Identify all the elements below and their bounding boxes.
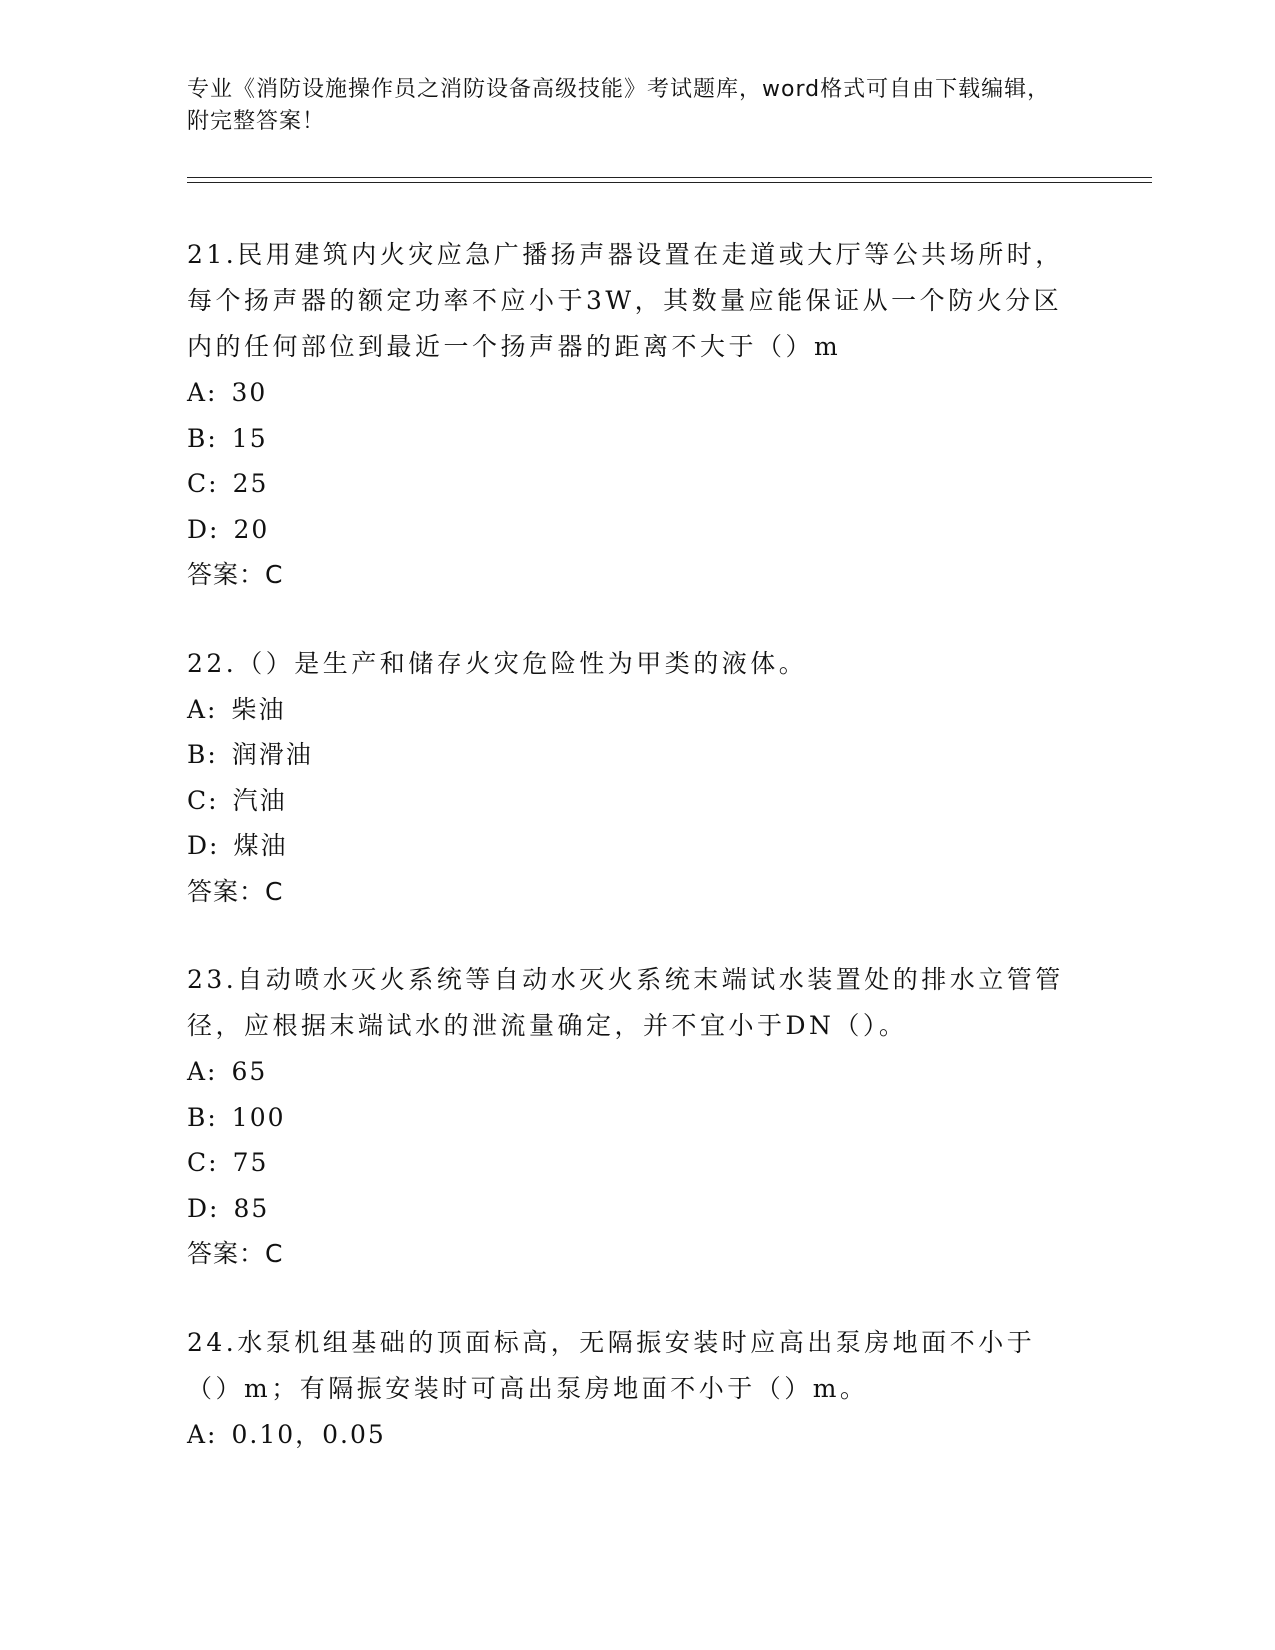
option-letter: D: — [187, 831, 220, 860]
option-value: 100 — [231, 1102, 286, 1132]
option-value: 柴油 — [231, 694, 286, 724]
question-text: 23.自动喷水灭火系统等自动水灭火系统末端试水装置处的排水立管管径，应根据末端试水的泄流量确定，并不宜小于DN（）。 — [187, 965, 1064, 1040]
option-b — [187, 416, 1067, 462]
option-d — [187, 1186, 1067, 1232]
question-21 — [187, 232, 1067, 598]
question-text: 24.水泵机组基础的顶面标高，无隔振安装时应高出泵房地面不小于（）m；有隔振安装时可高出泵房地面不小于（）m。 — [187, 1327, 1036, 1403]
option-letter: B: — [187, 740, 218, 769]
option-value: 25 — [232, 469, 269, 498]
option-value: 20 — [233, 514, 270, 544]
option-d — [187, 823, 1067, 869]
option-letter: A: — [187, 694, 218, 724]
header-rule-bottom — [187, 182, 1152, 183]
question-22 — [187, 641, 1067, 915]
question-text: 21.民用建筑内火灾应急广播扬声器设置在走道或大厅等公共场所时，每个扬声器的额定功率不应小于3W，其数量应能保证从一个防火分区内的任何部位到最近一个扬声器的距离不大于（）m — [187, 240, 1064, 361]
option-value: 煤油 — [233, 831, 288, 860]
option-letter: A: — [187, 1419, 218, 1449]
answer-line: 答案：C — [187, 1239, 284, 1268]
option-c — [187, 461, 1067, 507]
document-header: 专业《消防设施操作员之消防设备高级技能》考试题库，word格式可自由下载编辑，附完整答案！ — [187, 77, 1051, 134]
option-letter: A: — [187, 1057, 218, 1086]
option-value: 85 — [233, 1193, 270, 1223]
answer-line: 答案：C — [187, 560, 284, 589]
option-letter: D: — [187, 1193, 220, 1223]
option-letter: D: — [187, 514, 220, 544]
answer-line: 答案：C — [187, 876, 284, 906]
option-letter: C: — [187, 785, 219, 815]
option-a — [187, 370, 1067, 416]
option-a — [187, 687, 1067, 733]
question-text: 22.（）是生产和储存火灾危险性为甲类的液体。 — [187, 648, 808, 678]
option-letter: C: — [187, 469, 219, 498]
option-letter: B: — [187, 1102, 218, 1132]
option-letter: B: — [187, 423, 218, 453]
option-c — [187, 778, 1067, 824]
option-value: 65 — [231, 1057, 268, 1086]
option-c — [187, 1140, 1067, 1186]
option-letter: A: — [187, 378, 218, 407]
option-b — [187, 1095, 1067, 1141]
option-a — [187, 1049, 1067, 1095]
option-value: 30 — [231, 378, 268, 407]
option-a — [187, 1412, 1067, 1458]
question-24 — [187, 1320, 1067, 1458]
question-23 — [187, 957, 1067, 1277]
option-d — [187, 507, 1067, 553]
option-value: 75 — [232, 1148, 269, 1177]
option-value: 润滑油 — [231, 740, 313, 769]
option-value: 15 — [231, 423, 268, 453]
header-rule-top — [187, 177, 1152, 178]
option-b — [187, 732, 1067, 778]
option-value: 汽油 — [232, 785, 287, 815]
option-letter: C: — [187, 1148, 219, 1177]
question-list — [187, 232, 1067, 1500]
option-value: 0.10，0.05 — [231, 1419, 386, 1449]
